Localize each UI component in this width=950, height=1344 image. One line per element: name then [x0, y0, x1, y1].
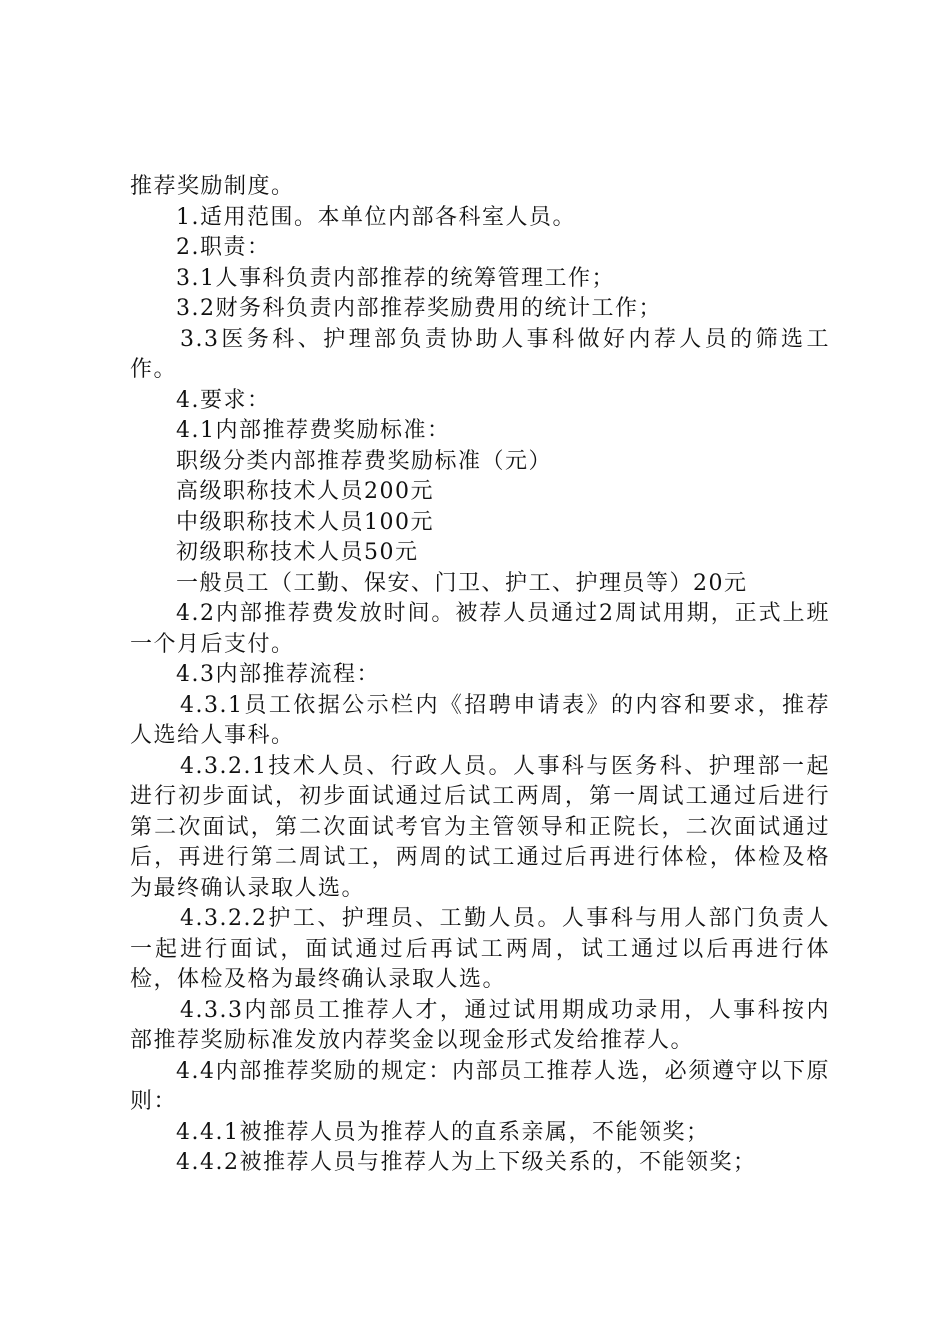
- paragraph: 4.4.2被推荐人员与推荐人为上下级关系的，不能领奖；: [176, 1150, 757, 1175]
- paragraph: 3.2财务科负责内部推荐奖励费用的统计工作；: [176, 296, 662, 321]
- paragraph: 2.职责：: [176, 235, 271, 260]
- paragraph: 4.3.2.1技术人员、行政人员。人事科与医务科、护理部一起进行初步面试，初步面试通过后试工两周，第一周试工通过后进行第二次面试，第二次面试考官为主管领导和正院长，二次面试通过后，再进行第二周试工，两周的试工通过后再进行体检，体检及格为最终确认录取人选。: [130, 753, 830, 901]
- paragraph: 4.要求：: [176, 387, 271, 413]
- paragraph: 1.适用范围。本单位内部各科室人员。: [176, 204, 576, 230]
- document-body: [130, 172, 830, 1179]
- paragraph: 中级职称技术人员100元: [176, 509, 434, 535]
- paragraph: 一般员工（工勤、保安、门卫、护工、护理员等）20元: [176, 570, 748, 596]
- paragraph: 推荐奖励制度。: [130, 174, 295, 199]
- paragraph: 职级分类内部推荐费奖励标准（元）: [176, 448, 553, 474]
- paragraph: 高级职称技术人员200元: [176, 479, 434, 504]
- paragraph: 4.4内部推荐奖励的规定：内部员工推荐人选，必须遵守以下原则：: [130, 1058, 830, 1114]
- paragraph: 初级职称技术人员50元: [176, 540, 419, 565]
- paragraph: 3.1人事科负责内部推荐的统筹管理工作；: [176, 265, 615, 291]
- paragraph: 4.3.3内部员工推荐人才，通过试用期成功录用，人事科按内部推荐奖励标准发放内荐奖金以现金形式发给推荐人。: [130, 997, 830, 1053]
- paragraph: 4.3.1员工依据公示栏内《招聘申请表》的内容和要求，推荐人选给人事科。: [130, 692, 830, 748]
- paragraph: 4.4.1被推荐人员为推荐人的直系亲属，不能领奖；: [176, 1119, 710, 1145]
- paragraph: 3.3医务科、护理部负责协助人事科做好内荐人员的筛选工作。: [130, 326, 830, 382]
- paragraph: 4.3内部推荐流程：: [176, 662, 380, 687]
- paragraph: 4.2内部推荐费发放时间。被荐人员通过2周试用期，正式上班一个月后支付。: [130, 601, 830, 657]
- paragraph: 4.1内部推荐费奖励标准：: [176, 418, 451, 443]
- paragraph: 4.3.2.2护工、护理员、工勤人员。人事科与用人部门负责人一起进行面试，面试通过后再试工两周，试工通过以后再进行体检，体检及格为最终确认录取人选。: [130, 906, 830, 992]
